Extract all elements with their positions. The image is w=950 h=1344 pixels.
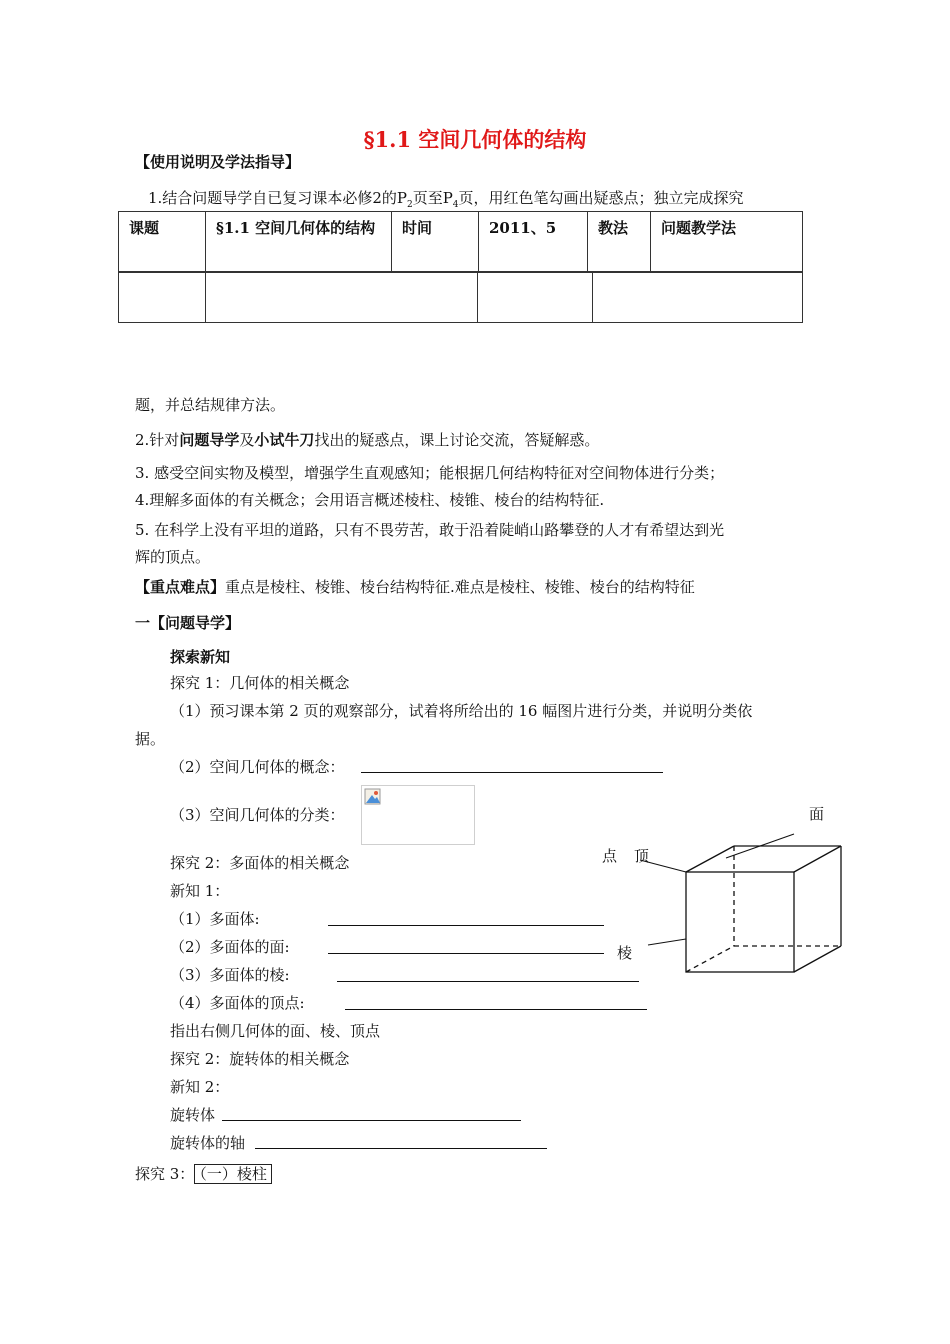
answer-line xyxy=(328,953,604,954)
polyhedron-edge-def: （3）多面体的棱: xyxy=(170,966,290,984)
cube-edge xyxy=(794,946,841,972)
usage-heading: 【使用说明及学法指导】 xyxy=(135,153,301,171)
lesson-info-table xyxy=(118,211,803,273)
image-icon xyxy=(364,788,382,806)
item-1-continued: 题，并总结规律方法。 xyxy=(135,396,286,414)
item-4: 4.理解多面体的有关概念；会用语言概述棱柱、棱锥、棱台的结构特征. xyxy=(135,491,605,509)
label-face: 面 xyxy=(809,805,825,823)
answer-line xyxy=(345,1009,647,1010)
question-3: （3）空间几何体的分类： xyxy=(170,806,345,824)
question-1-line-2: 据。 xyxy=(135,730,166,748)
table-cell: §1.1 空间几何体的结构 xyxy=(206,212,392,273)
polyhedron-vertex-def: （4）多面体的顶点: xyxy=(170,994,305,1012)
new-knowledge-1: 新知 1： xyxy=(170,882,230,900)
item-2-text-b: 问题导学 xyxy=(179,431,240,449)
rotation-axis: 旋转体的轴 xyxy=(170,1134,246,1152)
cube-diagram xyxy=(600,800,860,1000)
explore-3 xyxy=(135,1164,272,1184)
label-edge: 棱 xyxy=(617,944,633,962)
cube-edge xyxy=(686,846,734,872)
cube-front-face xyxy=(686,872,794,972)
item-2-text-e: 找出的疑惑点，课上讨论交流，答疑解惑。 xyxy=(314,431,600,449)
broken-image-placeholder xyxy=(361,785,475,845)
explore-3-boxed-title: （一）棱柱 xyxy=(194,1164,272,1184)
point-out-instruction: 指出右侧几何体的面、棱、顶点 xyxy=(170,1022,381,1040)
answer-line xyxy=(328,925,604,926)
explore-new-heading: 探索新知 xyxy=(170,648,231,666)
answer-line xyxy=(361,772,663,773)
item-1-text-c: 页，用红色笔勾画出疑惑点；独立完成探究 xyxy=(458,189,744,207)
item-1-text-b: 页至P xyxy=(412,189,453,207)
explore-3-label: 探究 3： xyxy=(135,1165,195,1183)
table-cell: 课题 xyxy=(119,212,206,273)
cube-hidden-edge xyxy=(686,946,734,972)
key-points-text: 重点是棱柱、棱锥、棱台结构特征.难点是棱柱、棱锥、棱台的结构特征 xyxy=(225,578,695,596)
item-1-sub-1: 2 xyxy=(406,200,413,210)
explore-2b: 探究 2：旋转体的相关概念 xyxy=(170,1050,350,1068)
lesson-info-table-row2 xyxy=(118,271,803,323)
section-1-heading: 一【问题导学】 xyxy=(135,614,241,632)
table-cell: 2011、5 xyxy=(479,212,588,273)
item-2 xyxy=(135,430,599,450)
explore-2: 探究 2：多面体的相关概念 xyxy=(170,854,350,872)
polyhedron-face-def: （2）多面体的面: xyxy=(170,938,290,956)
item-5-line-2: 辉的顶点。 xyxy=(135,548,211,566)
new-knowledge-2: 新知 2： xyxy=(170,1078,230,1096)
item-2-text-a: 2.针对 xyxy=(135,431,180,449)
key-points xyxy=(135,577,695,597)
table-cell-empty xyxy=(593,272,803,323)
label-vertex: 顶 xyxy=(634,847,650,865)
cube-edge xyxy=(794,846,841,872)
table-cell-empty xyxy=(206,272,478,323)
table-cell: 时间 xyxy=(392,212,479,273)
table-cell-empty xyxy=(119,272,206,323)
explore-1: 探究 1：几何体的相关概念 xyxy=(170,674,350,692)
label-point: 点 xyxy=(602,847,618,865)
table-cell: 问题教学法 xyxy=(651,212,803,273)
item-2-text-d: 小试牛刀 xyxy=(254,431,315,449)
table-row xyxy=(119,272,803,323)
polyhedron-def: （1）多面体: xyxy=(170,910,260,928)
page-title: §1.1 空间几何体的结构 xyxy=(363,127,587,152)
table-row xyxy=(119,212,803,273)
rotation-body: 旋转体 xyxy=(170,1106,216,1124)
question-2: （2）空间几何体的概念： xyxy=(170,758,345,776)
table-cell-empty xyxy=(478,272,593,323)
item-3: 3. 感受空间实物及模型，增强学生直观感知；能根据几何结构特征对空间物体进行分类； xyxy=(135,464,725,482)
item-2-text-c: 及 xyxy=(239,431,255,449)
answer-line xyxy=(222,1120,521,1121)
item-1-text-a: 1.结合问题导学自已复习课本必修2的P xyxy=(148,189,407,207)
answer-line xyxy=(337,981,639,982)
edge-pointer-line xyxy=(648,939,686,945)
key-points-label: 【重点难点】 xyxy=(135,578,226,596)
table-cell: 教法 xyxy=(588,212,651,273)
answer-line xyxy=(255,1148,547,1149)
item-1-sub-2: 4 xyxy=(452,200,459,210)
item-5-line-1: 5. 在科学上没有平坦的道路，只有不畏劳苦，敢于沿着陡峭山路攀登的人才有希望达到光 xyxy=(135,521,725,539)
question-1-line-1: （1）预习课本第 2 页的观察部分，试着将所给出的 16 幅图片进行分类，并说明分类依 xyxy=(170,702,753,720)
